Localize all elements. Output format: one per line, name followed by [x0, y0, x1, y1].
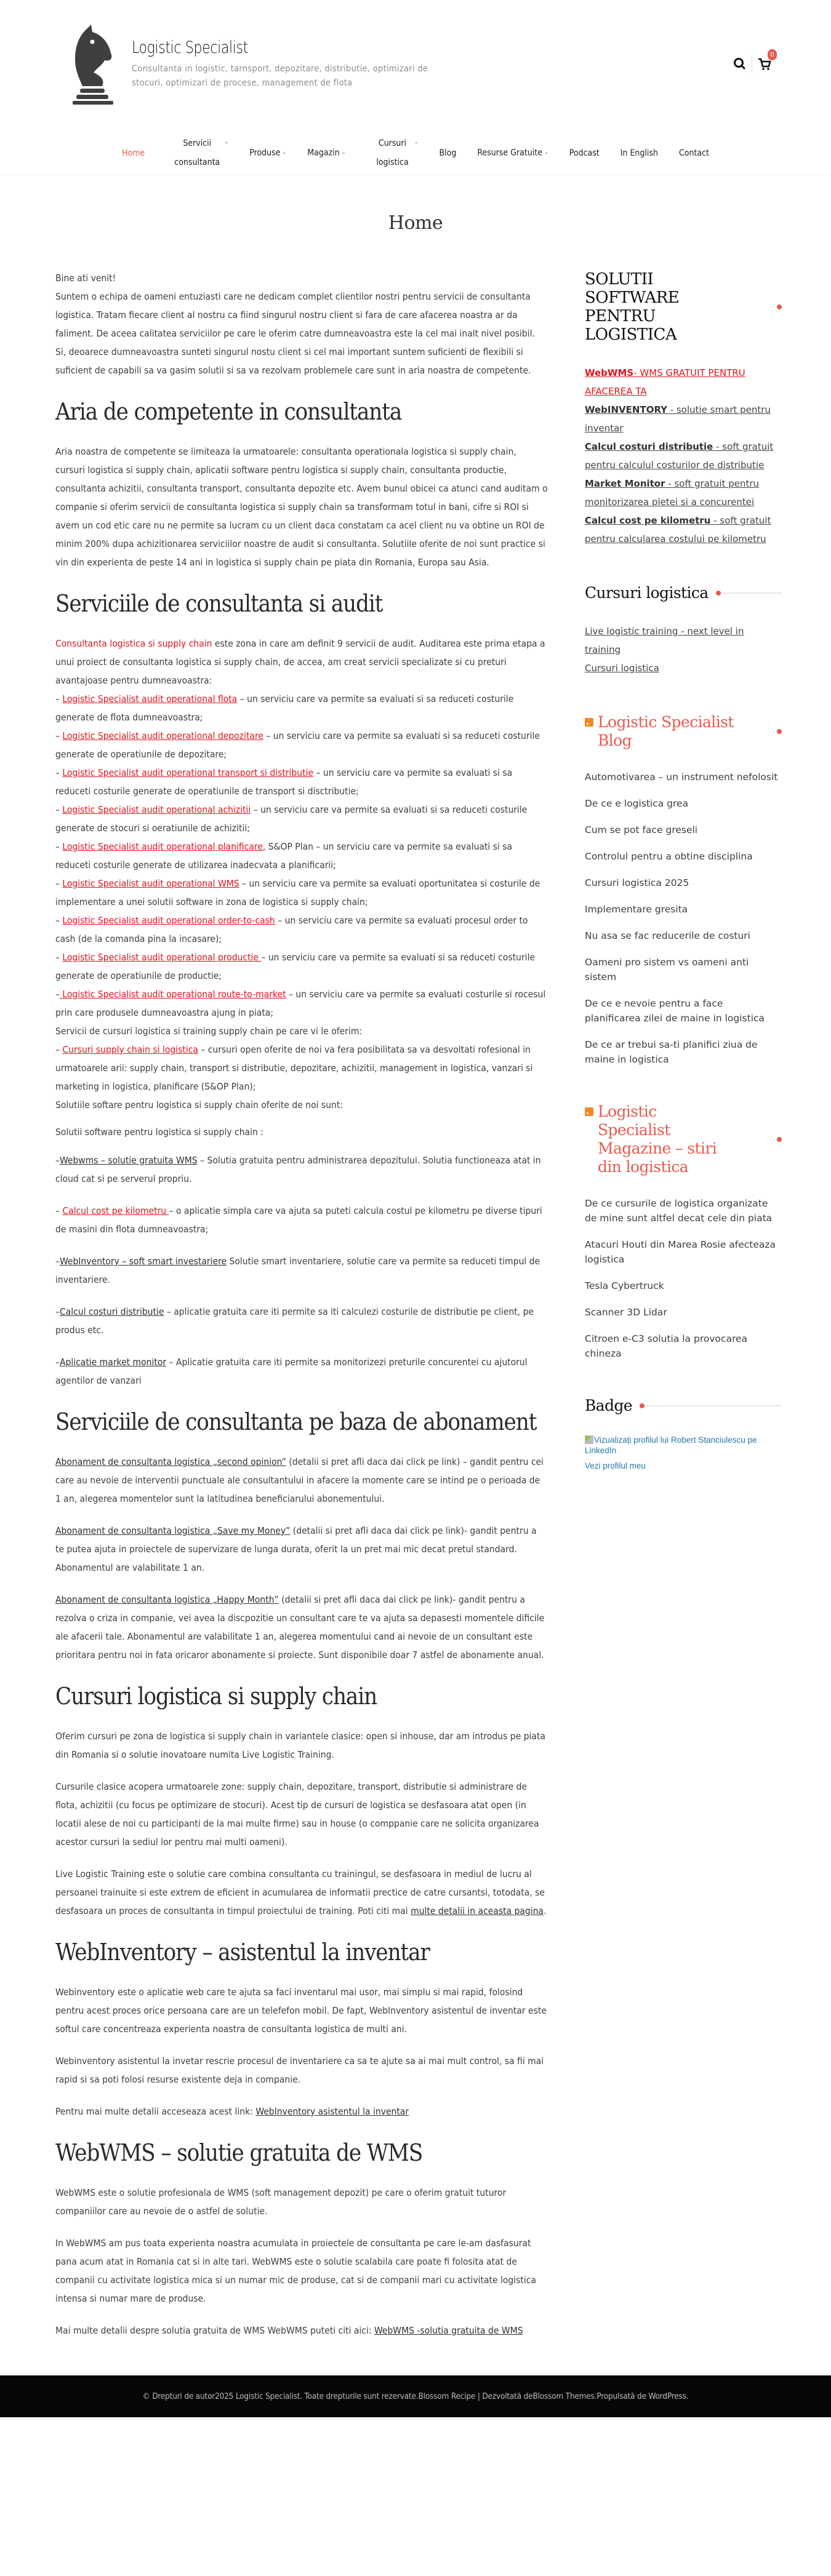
audit-item: – Logistic Specialist audit operational flota – un serviciu care va permite sa evaluati si sa reduceti costurile generate de flota dumneavoastra; [55, 693, 514, 723]
title-dot-icon [716, 591, 721, 596]
chess-knight-icon[interactable] [64, 22, 123, 107]
chevron-down-icon: ⌄ [544, 150, 548, 156]
page-body [0, 269, 831, 2340]
audit-item: – Logistic Specialist audit operational achizitii – un serviciu care va permite sa evaluati si sa reduceti costurile generate de stocuri si oeratiunile de achizitii; [55, 804, 528, 834]
nav-item-produse[interactable]: Produse ⌄ [249, 148, 287, 158]
nav-item-contact[interactable]: Contact [678, 148, 709, 158]
live-training-link[interactable]: Live logistic training - next level in training [585, 626, 744, 655]
blog-post-link[interactable]: De ce e nevoie pentru a face planificarea zilei de maine in logistica [585, 998, 765, 1024]
aria-paragraph: Aria noastra de competente se limiteaza la urmatoarele: consultanta operationala logistica si supply chain, cursuri logistica si supply chain, aplicatii software pentru logistica si supply chain, consultanta productie, consultanta achizitii, consultanta transport, consultanta depozite etc. Avem bunul obicei ca atunci cand auditam o companie si oferim servicii de consultanta logistica si supply chain sa transformam totul in bani, cifre si ROI si avem un cod etic care nu ne permite sa lucram cu un client daca constatam ca acel client nu va obtine un ROI de minim 200% dupa achizitionarea serviciilor noastre de audit si consultanta. Solutiile oferite de noi sunt practice si vin din experienta de peste 14 ani in logistica si supply chain pe piata din Romania, Europa sau Asia. [55, 446, 548, 568]
title-line [721, 592, 782, 594]
cursuri-list-item [585, 622, 782, 659]
cart-button[interactable] [757, 51, 774, 71]
heading-aria-competente: Aria de competente in consultanta [55, 398, 402, 425]
audit-link-depozitare[interactable]: Logistic Specialist audit operational depozitare [62, 730, 263, 741]
title-dot-icon [777, 1137, 782, 1142]
widget-badge [585, 1397, 782, 1471]
software-intro: Solutiile softare pentru logistica si supply chain oferite de noi sunt: [55, 1099, 343, 1111]
blog-post-link[interactable]: Oameni pro sistem vs oameni anti sistem [585, 957, 749, 983]
heading-webwms: WebWMS – solutie gratuita de WMS [55, 2139, 423, 2166]
blog-post-link[interactable]: Cursuri logistica 2025 [585, 877, 689, 888]
title-line [644, 1405, 782, 1406]
nav-item-cursuri-logistica[interactable]: Cursuri logistica ⌄ [366, 134, 418, 172]
magazine-post-link[interactable]: Citroen e-C3 solutia la provocarea chineza [585, 1333, 748, 1359]
copyright-text: © Drepturi de autor2025 Logistic Specialist. Toate drepturile sunt rezervate. [142, 2391, 419, 2401]
software-item: –Aplicatie market monitor – Aplicatie gratuita care iti permite sa monitorizezi preturile concurentei cu ajutorul agentilor de vanzari [55, 1357, 528, 1386]
nav-item-servicii-consultanta[interactable]: Servicii consultanta ⌄ [166, 134, 228, 172]
audit-link-flota[interactable]: Logistic Specialist audit operational flota [62, 693, 238, 704]
webinventory-paragraph: Pentru mai multe detalii acceseaza acest link: WebInventory asistentul la inventar [55, 2106, 409, 2117]
audit-item: – Logistic Specialist audit operational productie – un serviciu care va permite sa evaluati si sa reduceti costurile generate de operatiunile de productie; [55, 952, 536, 981]
calcul-costuri-distributie-link[interactable]: Calcul costuri distributie [59, 1306, 164, 1317]
widget-magazine-rss [585, 1103, 782, 1361]
software-list-item [585, 364, 782, 401]
heading-consultanta-audit: Serviciile de consultanta si audit [55, 590, 383, 617]
audit-link-wms[interactable]: Logistic Specialist audit operational WMS [62, 878, 239, 889]
webwms-details-link[interactable]: WebWMS -solutia gratuita de WMS [374, 2325, 523, 2336]
linkedin-profile-link[interactable]: Vezi profilul meu [585, 1461, 646, 1470]
broken-image-icon [585, 1435, 593, 1444]
blog-post-link[interactable]: Automotivarea – un instrument nefolosit [585, 772, 778, 783]
widget-title: Badge [585, 1397, 782, 1415]
search-icon[interactable] [733, 57, 747, 71]
abonament-save-my-money-link[interactable]: Abonament de consultanta logistica „Save my Money” [55, 1525, 291, 1536]
widget-title[interactable]: Logistic Specialist Blog [585, 713, 782, 750]
title-dot-icon [640, 1403, 644, 1408]
widget-title: Cursuri logistica [585, 584, 782, 602]
cursuri-list-item [585, 659, 782, 677]
nav-item-home[interactable]: Home [122, 148, 145, 158]
nav-item-resurse-gratuite[interactable]: Resurse Gratuite ⌄ [477, 148, 548, 158]
software-item: –Calcul costuri distributie – aplicatie gratuita care iti permite sa iti calculezi costurile de distributie pe client, pe produs etc. [55, 1306, 534, 1336]
site-footer: © Drepturi de autor2025 Logistic Specialist. Toate drepturile sunt rezervate.Blossom Recipe | Dezvoltată deBlossom Themes.Propulsată de WordPress. [0, 2375, 831, 2417]
audit-item: – Logistic Specialist audit operational transport si distributie – un serviciu care va permite sa evaluati si sa reduceti costurile generate de operatiunile de transport si disctributie; [55, 767, 513, 797]
audit-link-transport[interactable]: Logistic Specialist audit operational transport si distributie [62, 767, 314, 778]
chevron-down-icon: ⌄ [282, 150, 287, 156]
site-description: Consultanta in logistic, tarnsport, depozitare, distributie, optimizari de stocuri, optimizari de procese, management de flota [132, 64, 428, 88]
widget-cursuri-logistica [585, 584, 782, 677]
nav-item-magazin[interactable]: Magazin ⌄ [307, 148, 346, 158]
heading-webinventory: WebInventory – asistentul la inventar [55, 1939, 430, 1966]
webwms-sidebar-link[interactable]: WebWMS- WMS GRATUIT PENTRU AFACEREA TA [585, 367, 745, 397]
calcul-cost-km-link[interactable]: Calcul cost pe kilometru [62, 1205, 169, 1216]
software-list-item [585, 511, 782, 548]
software-item: –WebInventory – soft smart investariere Solutie smart inventariere, solutie care va permite sa reduceti timpul de inventariere. [55, 1256, 540, 1285]
sidebar [585, 269, 782, 2340]
blog-post-link[interactable]: Implementare gresita [585, 904, 688, 915]
abonament-item: Abonament de consultanta logistica „Save my Money” (detalii si pret afli daca dai click pe link)- gandit pentru a te putea ajuta in proiectele de supervizare de lunga durata, oferit la un pret mai mic decat pretul standard. Abonamentul are valabilitate 1 an. [55, 1525, 537, 1573]
webwms-paragraph: Mai multe detalii despre solutia gratuita de WMS WebWMS puteti citi aici: WebWMS -solutia gratuita de WMS [55, 2325, 523, 2336]
webinventory-paragraph: Webinventory este o aplicatie web care te ajuta sa faci inventarul mai usor, mai simplu si mai rapid, folosind pentru acest proces orice persoana care are un telefefon mobil. De fapt, WebInventory asistentul de inventar este softul care concentreaza experienta noastra de consultanta logistica de multi ani. [55, 1987, 547, 2035]
chevron-down-icon: ⌄ [341, 150, 346, 156]
webwms-paragraph: In WebWMS am pus toata experienta noastra acumulata in proiectele de consultanta pe care le-am dasfasurat pana acum atat in Romania cat si in alte tari. WebWMS este o solutie scalabila care poate fi folosita atat de companii cu activitate logistica mica si un numar mic de produse, cat si de companii mari cu activitate logistica intensa si numar mare de produse. [55, 2238, 536, 2304]
abonament-second-opinion-link[interactable]: Abonament de consultanta logistica „second opinion” [55, 1456, 286, 1467]
chevron-down-icon: ⌄ [414, 139, 419, 145]
market-monitor-link[interactable]: Aplicatie market monitor [59, 1357, 167, 1368]
cursuri-paragraph: Cursurile clasice acopera urmatoarele zone: supply chain, depozitare, transport, distributie si administrare de flota, achizitii (cu focus pe optimizare de stocuri). Acest tip de cursuri de logistica se desfasoara atat open (in locatii alese de noi cu participanti de la mai multe firme) sau in house (o comppanie care ne solicita organizarea acestor cursuri la sediul lor pentru mai multi oameni). [55, 1781, 539, 1848]
site-header [0, 0, 831, 175]
webwms-paragraph: WebWMS este o solutie profesionala de WMS (soft management depozit) pe care o oferim gratuit tuturor companiilor care au nevoie de o astfel de solutie. [55, 2187, 507, 2217]
calcul-costuri-sidebar-link[interactable]: Calcul costuri distributie - soft gratuit pentru calculul costurilor de distributie [585, 441, 774, 471]
magazine-post-link[interactable]: De ce cursurile de logistica organizate de mine sunt altfel decat cele din piata [585, 1198, 773, 1224]
training-intro: Servicii de cursuri logistica si training supply chain pe care vi le oferim: [55, 1026, 363, 1037]
blog-post-link[interactable]: De ce ar trebui sa-ti planifici ziua de maine in logistica [585, 1039, 758, 1065]
branding [64, 22, 452, 107]
widget-blog-rss [585, 713, 782, 1067]
audit-link-productie[interactable]: Logistic Specialist audit operational productie [62, 952, 262, 963]
audit-link-achizitii[interactable]: Logistic Specialist audit operational achizitii [62, 804, 251, 815]
chevron-down-icon: ⌄ [224, 139, 229, 145]
widget-title[interactable]: Logistic Specialist Magazine – stiri din logistica [585, 1103, 782, 1176]
software-list-item [585, 437, 782, 474]
audit-item: – Logistic Specialist audit operational WMS – un serviciu care va permite sa evaluati oportunitatea si costurile de implementare a unei solutii software in zona de logistica si supply chain; [55, 878, 540, 907]
audit-link-planificare[interactable]: Logistic Specialist audit operational planificare [62, 841, 263, 852]
webinventory-sidebar-link[interactable]: WebINVENTORY - solutie smart pentru inventar [585, 404, 771, 434]
audit-item: – Logistic Specialist audit operational planificare, S&OP Plan – un serviciu care va permite sa evaluati si sa reduceti costurile generate de utilizarea inadecvata a planificarii; [55, 841, 513, 871]
abonament-item: Abonament de consultanta logistica „second opinion” (detalii si pret afli daca dai click pe link) – gandit pentru cei care au nevoie de interventii punctuale ale consultantului in afacere la momente care se intind pe o perioada de 1 an, alegerea momentelor sunt la latitudinea beneficiarului abonementului. [55, 1456, 544, 1504]
training-item: – Cursuri supply chain si logistica – cursuri open oferite de noi va fera posibilitata sa va desvoltati rofesional in urmatoarele arii: supply chain, transport si distributie, depozitare, achizitii, management in logistica, vanzari si marketing in logistica, planificare (S&OP Plan); [55, 1044, 533, 1092]
abonament-item: Abonament de consultanta logistica „Happy Month” (detalii si pret afli daca dai click pe link)- gandit pentru a rezolva o criza in companie, vei avea la discpozitie un consultant care te va ajuta sa depasesti momentele dificile ale afacerii tale. Abonamentul are valabilitate 1 an, alegerea momentului cand ai nevoie de un consultant este prioritara pentru noi in fata oricaror abonamente si proiecte. Sunt disponibile doar 7 astfel de abonamente anual. [55, 1594, 545, 1661]
title-dot-icon [777, 305, 782, 309]
market-monitor-sidebar-link[interactable]: Market Monitor - soft gratuit pentru monitorizarea pietei si a concurentei [585, 478, 760, 508]
webwms-link[interactable]: Webwms – solutie gratuita WMS [59, 1155, 198, 1166]
calcul-km-sidebar-link[interactable]: Calcul cost pe kilometru - soft gratuit pentru calcularea costului pe kilometru [585, 515, 771, 544]
main-content [55, 269, 548, 2340]
magazine-post-link[interactable]: Scanner 3D Lidar [585, 1307, 667, 1318]
software-heading: Solutii software pentru logistica si supply chain : [55, 1127, 263, 1138]
software-item: – Calcul cost pe kilometru – o aplicatie simpla care va ajuta sa puteti calcula costul pe kilometru pe diverse tipuri de masini din flota dumneavoastra; [55, 1205, 542, 1235]
blog-post-link[interactable]: Nu asa se fac reducerile de costuri [585, 930, 750, 941]
audit-link-route-to-market[interactable]: Logistic Specialist audit operational route-to-market [59, 989, 286, 1000]
header-tools [733, 51, 774, 74]
site-title[interactable]: Logistic Specialist [132, 38, 248, 57]
audit-item: – Logistic Specialist audit operational depozitare – un serviciu care va permite sa evaluati si sa reduceti costurile generate de operatiunile de depozitare; [55, 730, 540, 760]
cursuri-supply-chain-link[interactable]: Cursuri supply chain si logistica [62, 1044, 198, 1055]
rss-icon[interactable] [585, 1107, 593, 1116]
theme-link[interactable]: Blossom Recipe [418, 2391, 476, 2401]
heading-abonament: Serviciile de consultanta pe baza de abonament [55, 1408, 537, 1435]
linkedin-badge-link[interactable]: Vizualizați profilul lui Robert Stanciulescu pe LinkedIn [585, 1435, 757, 1455]
page-title: Home [388, 212, 443, 234]
live-training-details-link[interactable]: multe detalii in aceasta pagina [411, 1905, 544, 1916]
software-list-item [585, 474, 782, 511]
heading-cursuri: Cursuri logistica si supply chain [55, 1683, 377, 1710]
greeting: Bine ati venit! [55, 273, 116, 284]
magazine-post-link[interactable]: Atacuri Houti din Marea Rosie afecteaza logistica [585, 1239, 776, 1265]
rss-icon[interactable] [585, 718, 593, 727]
wordpress-credit: .Propulsată de WordPress. [594, 2391, 689, 2401]
main-navigation [0, 134, 831, 172]
software-list-item [585, 401, 782, 437]
audit-item: – Logistic Specialist audit operational route-to-market – un serviciu care va permite sa evaluati costurile si rocesul prin care produsele dumneavoastra ajung in piata; [55, 989, 546, 1018]
webinventory-details-link[interactable]: WebInventory asistentul la inventar [255, 2106, 409, 2117]
intro-paragraph: Bine ati venit! Suntem o echipa de oameni entuziasti care ne dedicam complet clientilor nostri pentru servicii de consultanta logistica. Tratam fiecare client al nostru ca fiind singurul nostru client si fara de care afacerea noastra ar da faliment. De aceea calitatea serviciilor pe care le oferim catre dumneavoastra este la cel mai inalt nivel posibil. Si, deoarece dumneavoastra sunteti singurul nostu client si cel mai important suntem suficienti de flexibili si suficient de capabili sa va gasim solutii si sa va rezolvam problemele care sunt in aria noastra de competente. [55, 273, 535, 376]
blog-post-link[interactable]: Controlul pentru a obtine disciplina [585, 851, 753, 862]
title-dot-icon [777, 729, 782, 734]
consultanta-link[interactable]: Consultanta logistica si supply chain [55, 638, 212, 649]
cursuri-paragraph: Live Logistic Training este o solutie care combina consultanta cu trainingul, se desfasoara in mediul de lucru al persoanei trainuite si este extrem de eficient in acumularea de informatii prectice de catre cursantsi, totodata, se desfasoara un proces de consultanta in timpul proiectului de training. Poti citi mai multe detalii in aceasta pagina. [55, 1868, 547, 1916]
nav-item-podcast[interactable]: Podcast [569, 148, 600, 158]
cart-count-badge: 0 [768, 49, 777, 60]
blog-post-link[interactable]: Cum se pot face greseli [585, 824, 698, 835]
blossom-themes-link[interactable]: Blossom Themes [532, 2391, 595, 2401]
cursuri-paragraph: Oferim cursuri pe zona de logistica si supply chain in variantele clasice: open si inhouse, dar am introdus pe piata din Romania si o solutie inovatoare numita Live Logistic Training. [55, 1731, 545, 1760]
nav-item-blog[interactable]: Blog [439, 148, 457, 158]
software-item: –Webwms – solutie gratuita WMS – Solutia gratuita pentru administrarea depozitului. Solutia functioneaza atat in cloud cat si pe serverul propriu. [55, 1155, 541, 1184]
magazine-post-link[interactable]: Tesla Cybertruck [585, 1280, 664, 1291]
audit-item: – Logistic Specialist audit operational order-to-cash – un serviciu care va permite sa evaluati procesul order to cash (de la comanda pina la incasare); [55, 915, 528, 944]
webinventory-paragraph: Webinventory asistentul la invetar rescrie procesul de inventariere ca sa te ajute sa ai mai mult control, sa fii mai rapid si sa poti folosi resurse existente deja in companie. [55, 2056, 544, 2085]
webinventory-link[interactable]: WebInventory – soft smart investariere [59, 1256, 227, 1267]
cursuri-logistica-link[interactable]: Cursuri logistica [585, 663, 659, 674]
audit-link-order-to-cash[interactable]: Logistic Specialist audit operational order-to-cash [62, 915, 275, 926]
widget-title: SOLUTII SOFTWARE PENTRU LOGISTICA [585, 270, 782, 344]
blog-post-link[interactable]: De ce e logistica grea [585, 798, 689, 809]
nav-item-in-english[interactable]: In English [620, 148, 658, 158]
abonament-happy-month-link[interactable]: Abonament de consultanta logistica „Happy Month” [55, 1594, 279, 1605]
widget-solutii-software [585, 270, 782, 548]
audit-block: Consultanta logistica si supply chain este zona in care am definit 9 servicii de audit. Auditarea este prima etapa a unui proiect de consultanta logistica si supply chain, de accea, am creat servicii specializate si cu preturi avantajoase pentru dumneavoastra: – Logistic Specialist audit operational flota – un serviciu care va permite sa evaluati si sa reduceti costurile generate de flota dumneavoastra; – Logistic Specialist audit operational depozitare – un serviciu care va permite sa evaluati si sa reduceti costurile generate de operatiunile de depozitare; – Logistic Specialist audit operational transport si distributie – un serviciu care va permite sa evaluati si sa reduceti costurile generate de operatiunile de transport si disctributie; – Logistic Specialist audit operational achizitii – un serviciu care va permite sa evaluati si sa reduceti costurile generate de stocuri si oeratiunile de achizitii; – Logistic Specialist audit operational planificare, S&OP Plan – un serviciu care va permite sa evaluati si sa reduceti costurile generate de utilizarea inadecvata a planificarii; – Logistic Specialist audit operational WMS – un serviciu care va permite sa evaluati oportunitatea si costurile de implementare a unei solutii software in zona de logistica si supply chain; – Logistic Specialist audit operational order-to-cash – un serviciu care va permite sa evaluati procesul order to cash (de la comanda pina la incasare); – Logistic Specialist audit operational productie – un serviciu care va permite sa evaluati si sa reduceti costurile generate de operatiunile de productie; – Logistic Specialist audit operational route-to-market – un serviciu care va permite sa evaluati costurile si rocesul prin care produsele dumneavoastra ajung in piata; Servicii de cursuri logistica si training supply chain pe care vi le oferim: – Cursuri supply chain si logistica – cursuri open oferite de noi va fera posibilitata sa va desvoltati rofesional in urmatoarele arii: supply chain, transport si distributie, depozitare, achizitii, management in logistica, vanzari si marketing in logistica, planificare (S&OP Plan); Solutiile softare pentru logistica si supply chain oferite de noi sunt: [55, 638, 546, 1111]
